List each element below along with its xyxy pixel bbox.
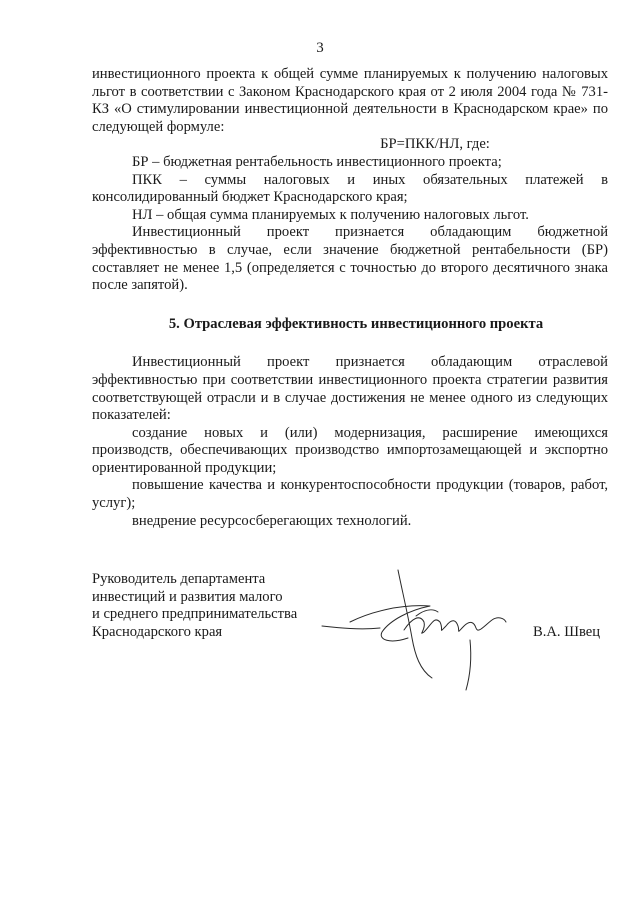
definition-br: БР – бюджетная рентабельность инвестиционного проекта; (132, 153, 502, 170)
signer-position (92, 571, 297, 641)
signer-name: В.А. Швец (533, 624, 601, 640)
definition-nl: НЛ – общая сумма планируемых к получению налоговых льгот. (132, 206, 529, 223)
formula: БР=ПКК/НЛ, где: (380, 136, 490, 153)
page-number: 3 (316, 40, 324, 56)
signer-position-line: Краснодарского края (92, 623, 223, 640)
criterion-production: создание новых и (или) модернизация, расширение имеющихся производств, обеспечивающих производство импортозамещающей и экспортно ориентированной продукции; (92, 424, 608, 476)
signer-position-line: и среднего предпринимательства (92, 606, 298, 623)
paragraph-budget-efficiency: Инвестиционный проект признается обладающим бюджетной эффективностью в случае, если значение бюджетной рентабельности (БР) составляет не менее 1,5 (определяется с точностью до второго десятичного знака после запятой). (92, 224, 608, 294)
criterion-resource-saving: внедрение ресурсосберегающих технологий. (132, 512, 412, 529)
paragraph-intro: инвестиционного проекта к общей сумме планируемых к получению налоговых льгот в соответствии с Законом Краснодарского края от 2 июля 2004 года № 731-КЗ «О стимулировании инвестиционной деятельности в Краснодарском крае» по следующей формуле: (92, 66, 608, 135)
criterion-quality: повышение качества и конкурентоспособности продукции (товаров, работ, услуг); (92, 477, 608, 512)
definition-pkk: ПКК – суммы налоговых и иных обязательных платежей в консолидированный бюджет Краснодарского края; (92, 171, 608, 206)
section-heading: 5. Отраслевая эффективность инвестиционного проекта (168, 315, 544, 332)
signer-position-line: Руководитель департамента (92, 571, 266, 587)
paragraph-sector-efficiency: Инвестиционный проект признается обладающим отраслевой эффективностью при соответствии инвестиционного проекта стратегии развития соответствующей отрасли и в случае достижения не менее одного из следующих показателей: (92, 354, 608, 424)
signer-position-line: инвестиций и развития малого (92, 588, 283, 605)
handwritten-signature (320, 560, 540, 700)
document-body (92, 66, 608, 530)
